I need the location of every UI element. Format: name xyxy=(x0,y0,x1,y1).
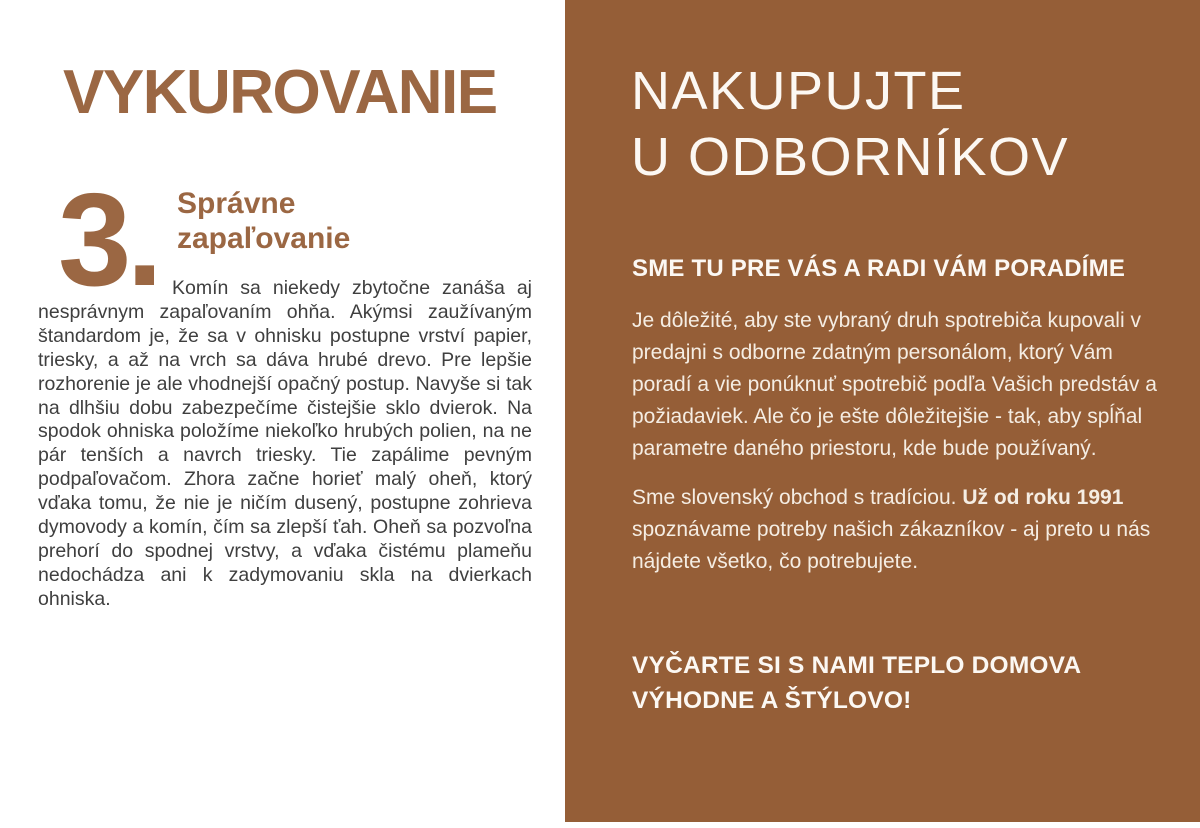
promo-panel xyxy=(565,0,1200,822)
promo-title xyxy=(631,58,1069,190)
left-page xyxy=(0,0,565,828)
promo-title-line-1: NAKUPUJTE xyxy=(631,61,966,121)
promo-title-line-2: U ODBORNÍKOV xyxy=(631,127,1070,187)
promo-paragraph-1: Je dôležité, aby ste vybraný druh spotrebiča kupovali v predajni s odborne zdatným personálom, ktorý Vám poradí a vie ponúknuť spotrebič podľa Vašich predstáv a požiadaviek. Ale čo je ešte dôležitejšie - tak, aby spĺňal parametre daného priestoru, kde bude používaný. xyxy=(632,309,1157,460)
promo-paragraph-2-text: Sme slovenský obchod s tradíciou. xyxy=(632,486,963,509)
promo-cta-line-2: VÝHODNE A ŠTÝLOVO! xyxy=(632,687,912,714)
step-heading-line-1: Správne xyxy=(177,187,296,220)
promo-paragraph-2-bold: Už od roku 1991 xyxy=(962,486,1124,509)
page-title: VYKUROVANIE xyxy=(63,58,497,127)
promo-cta-line-1: VYČARTE SI S NAMI TEPLO DOMOVA xyxy=(632,652,1082,679)
step-number: 3. xyxy=(58,166,159,313)
promo-subheading: SME TU PRE VÁS A RADI VÁM PORADÍME xyxy=(632,255,1126,282)
step-heading-line-2: zapaľovanie xyxy=(177,222,351,255)
promo-paragraph-2 xyxy=(632,482,1172,578)
promo-cta xyxy=(632,648,1081,718)
step-body-paragraph: Komín sa niekedy zbytočne zanáša aj nesprávnym zapaľovaním ohňa. Akýmsi zaužívaným štandardom je, že sa v ohnisku postupne vrství papier, triesky, a až na vrch sa dáva hrubé drevo. Pre lepšie rozhorenie je ale vhodnejší opačný postup. Navyše si tak na dlhšiu dobu zabezpečíme čistejšie sklo dvierok. Na spodok ohniska položíme niekoľko hrubých polien, na ne pár tenších a navrch triesky. Tie zapálime pevným podpaľovačom. Zhora začne horieť malý oheň, ktorý vďaka tomu, že nie je ničím dusený, postupne zohrieva dymovody a komín, čím sa zlepší ťah. Oheň sa pozvoľna prehorí do spodnej vrstvy, a vďaka čistému plameňu nedochádza ani k zadymovaniu skla na dvierkach ohniska. xyxy=(38,277,532,610)
step-heading xyxy=(177,186,350,256)
promo-paragraph-2-text-after: spoznávame potreby našich zákazníkov - aj preto u nás nájdete všetko, čo potrebujete. xyxy=(632,518,1151,573)
